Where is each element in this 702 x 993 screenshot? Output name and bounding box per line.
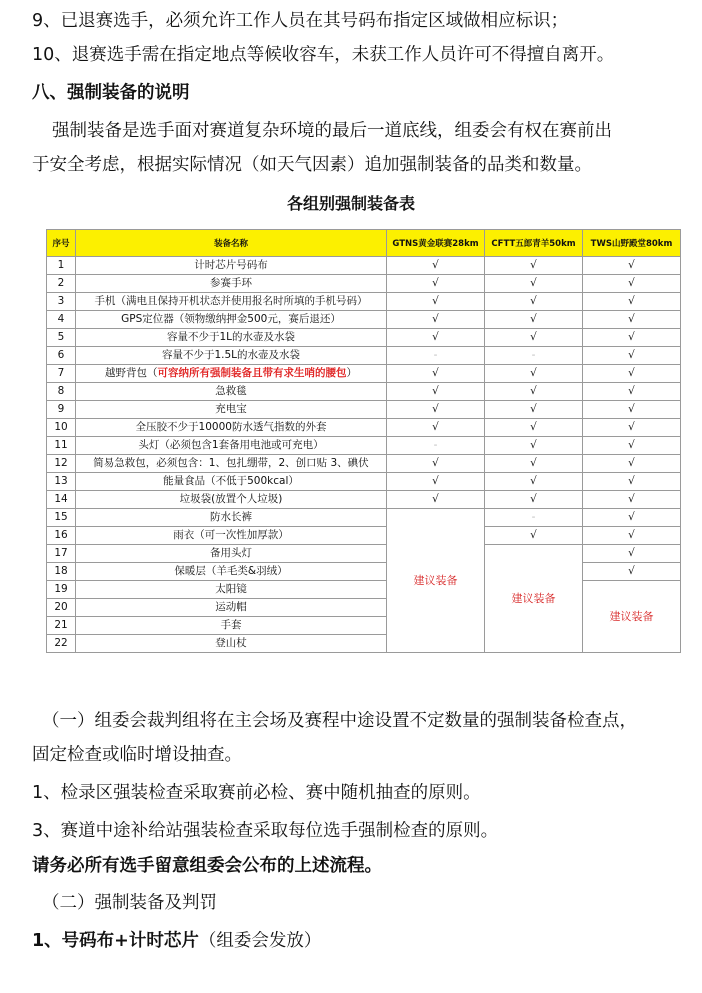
row-no: 6 — [47, 347, 76, 365]
row-g3: √ — [583, 347, 681, 365]
table-row — [47, 437, 681, 455]
row-name-prefix: 越野背包（ — [105, 367, 158, 379]
suggest-cell-group-1: 建议装备 — [387, 509, 485, 653]
row-g1: √ — [387, 311, 485, 329]
row-name: 雨衣（可一次性加厚款） — [76, 527, 387, 545]
equipment-item-1-note: （组委会发放） — [198, 931, 322, 951]
section-8-heading: 八、强制装备的说明 — [32, 83, 190, 103]
table-row — [47, 419, 681, 437]
row-g2: √ — [485, 419, 583, 437]
table-row — [47, 491, 681, 509]
row-no: 11 — [47, 437, 76, 455]
row-g3: √ — [583, 545, 681, 563]
row-g3: √ — [583, 563, 681, 581]
row-g3: √ — [583, 365, 681, 383]
table-row — [47, 383, 681, 401]
check-item-1: 1、检录区强装检查采取赛前必检、赛中随机抽查的原则。 — [32, 783, 481, 803]
table-row — [47, 329, 681, 347]
row-name: 计时芯片号码布 — [76, 257, 387, 275]
row-name: 容量不少于1.5L的水壶及水袋 — [76, 347, 387, 365]
row-g1: √ — [387, 401, 485, 419]
header-no: 序号 — [47, 230, 76, 257]
row-name: 急救毯 — [76, 383, 387, 401]
row-g3: √ — [583, 455, 681, 473]
table-row — [47, 275, 681, 293]
row-no: 1 — [47, 257, 76, 275]
row-g3: √ — [583, 437, 681, 455]
row-no: 14 — [47, 491, 76, 509]
row-g2: √ — [485, 491, 583, 509]
row-name: 参赛手环 — [76, 275, 387, 293]
table-row — [47, 347, 681, 365]
table-row — [47, 365, 681, 383]
row-name: GPS定位器（领物缴纳押金500元，赛后退还） — [76, 311, 387, 329]
row-no: 18 — [47, 563, 76, 581]
table-row — [47, 311, 681, 329]
row-g3: √ — [583, 293, 681, 311]
row-g2: √ — [485, 473, 583, 491]
row-no: 13 — [47, 473, 76, 491]
row-g1: √ — [387, 473, 485, 491]
table-row — [47, 455, 681, 473]
row-no: 5 — [47, 329, 76, 347]
row-no: 12 — [47, 455, 76, 473]
row-g2: - — [485, 509, 583, 527]
row-g1: √ — [387, 419, 485, 437]
row-no: 10 — [47, 419, 76, 437]
row-g1: √ — [387, 275, 485, 293]
row-name: 防水长裤 — [76, 509, 387, 527]
sub1-line-1: （一）组委会裁判组将在主会场及赛程中途设置不定数量的强制装备检查点， — [42, 711, 637, 731]
rule-9-text: 9、已退赛选手，必须允许工作人员在其号码布指定区域做相应标识； — [32, 11, 569, 31]
row-name: 备用头灯 — [76, 545, 387, 563]
row-g3: √ — [583, 419, 681, 437]
row-g2: √ — [485, 383, 583, 401]
check-item-3: 3、赛道中途补给站强装检查采取每位选手强制检查的原则。 — [32, 821, 499, 841]
row-g1: √ — [387, 365, 485, 383]
row-g3: √ — [583, 491, 681, 509]
row-no: 4 — [47, 311, 76, 329]
table-row — [47, 257, 681, 275]
row-g2: √ — [485, 527, 583, 545]
row-name: 简易急救包，必须包含：1、包扎绷带，2、创口贴 3、碘伏 — [76, 455, 387, 473]
row-g3: √ — [583, 473, 681, 491]
row-g2: √ — [485, 365, 583, 383]
row-name — [76, 365, 387, 383]
row-g3: √ — [583, 527, 681, 545]
row-name: 充电宝 — [76, 401, 387, 419]
row-no: 16 — [47, 527, 76, 545]
row-g1: √ — [387, 293, 485, 311]
row-g3: √ — [583, 275, 681, 293]
sub1-line-2: 固定检查或临时增设抽查。 — [32, 745, 242, 765]
row-name-suffix: ） — [346, 367, 357, 379]
row-g2: √ — [485, 437, 583, 455]
row-g1: √ — [387, 257, 485, 275]
row-no: 15 — [47, 509, 76, 527]
row-g2: √ — [485, 275, 583, 293]
row-no: 3 — [47, 293, 76, 311]
row-name: 太阳镜 — [76, 581, 387, 599]
table-row — [47, 527, 681, 545]
row-no: 2 — [47, 275, 76, 293]
table-header-row — [47, 230, 681, 257]
row-name: 运动帽 — [76, 599, 387, 617]
equipment-item-1-title: 1、号码布+计时芯片 — [32, 931, 199, 951]
row-g1: √ — [387, 491, 485, 509]
header-name: 装备名称 — [76, 230, 387, 257]
table-title: 各组别强制装备表 — [286, 194, 415, 213]
row-g2: √ — [485, 329, 583, 347]
row-g3: √ — [583, 509, 681, 527]
row-g3: √ — [583, 257, 681, 275]
intro-line-2: 于安全考虑，根据实际情况（如天气因素）追加强制装备的品类和数量。 — [32, 155, 592, 175]
suggest-cell-group-2: 建议装备 — [485, 545, 583, 653]
row-g2: √ — [485, 455, 583, 473]
row-name: 登山杖 — [76, 635, 387, 653]
row-g2: √ — [485, 293, 583, 311]
row-no: 22 — [47, 635, 76, 653]
row-g1: √ — [387, 383, 485, 401]
row-no: 9 — [47, 401, 76, 419]
row-g3: √ — [583, 383, 681, 401]
row-g1: √ — [387, 329, 485, 347]
row-name: 全压胶不少于10000防水透气指数的外套 — [76, 419, 387, 437]
notice-text: 请务必所有选手留意组委会公布的上述流程。 — [32, 856, 382, 876]
equipment-table — [46, 229, 681, 653]
row-g3: √ — [583, 329, 681, 347]
table-row — [47, 509, 681, 527]
table-row — [47, 473, 681, 491]
suggest-cell-group-3: 建议装备 — [583, 581, 681, 653]
row-no: 19 — [47, 581, 76, 599]
row-g2: √ — [485, 311, 583, 329]
row-g3: √ — [583, 311, 681, 329]
rule-10-text: 10、退赛选手需在指定地点等候收容车，未获工作人员许可不得擅自离开。 — [32, 45, 615, 65]
row-no: 7 — [47, 365, 76, 383]
intro-line-1: 强制装备是选手面对赛道复杂环境的最后一道底线，组委会有权在赛前出 — [52, 121, 612, 141]
table-row — [47, 563, 681, 581]
row-name-highlight: 可容纳所有强制装备且带有求生哨的腰包 — [157, 367, 347, 379]
row-g1: - — [387, 347, 485, 365]
equipment-item-1 — [32, 929, 321, 953]
header-group-3: TWS山野殿堂80km — [583, 230, 681, 257]
table-row — [47, 581, 681, 599]
row-name: 手套 — [76, 617, 387, 635]
table-row — [47, 401, 681, 419]
row-no: 20 — [47, 599, 76, 617]
row-g3: √ — [583, 401, 681, 419]
table-row — [47, 293, 681, 311]
row-name: 保暖层（羊毛类&羽绒） — [76, 563, 387, 581]
header-group-1: GTNS黄金联赛28km — [387, 230, 485, 257]
row-g1: √ — [387, 455, 485, 473]
row-no: 17 — [47, 545, 76, 563]
row-name: 容量不少于1L的水壶及水袋 — [76, 329, 387, 347]
row-no: 8 — [47, 383, 76, 401]
row-g2: - — [485, 347, 583, 365]
row-name: 手机（满电且保持开机状态并使用报名时所填的手机号码） — [76, 293, 387, 311]
table-row — [47, 545, 681, 563]
sub2-heading: （二）强制装备及判罚 — [42, 893, 217, 913]
row-name: 头灯（必须包含1套备用电池或可充电） — [76, 437, 387, 455]
row-g2: √ — [485, 257, 583, 275]
row-g2: √ — [485, 401, 583, 419]
header-group-2: CFTT五郎青羊50km — [485, 230, 583, 257]
row-name: 垃圾袋(放置个人垃圾) — [76, 491, 387, 509]
row-no: 21 — [47, 617, 76, 635]
row-name: 能量食品（不低于500kcal） — [76, 473, 387, 491]
row-g1: - — [387, 437, 485, 455]
